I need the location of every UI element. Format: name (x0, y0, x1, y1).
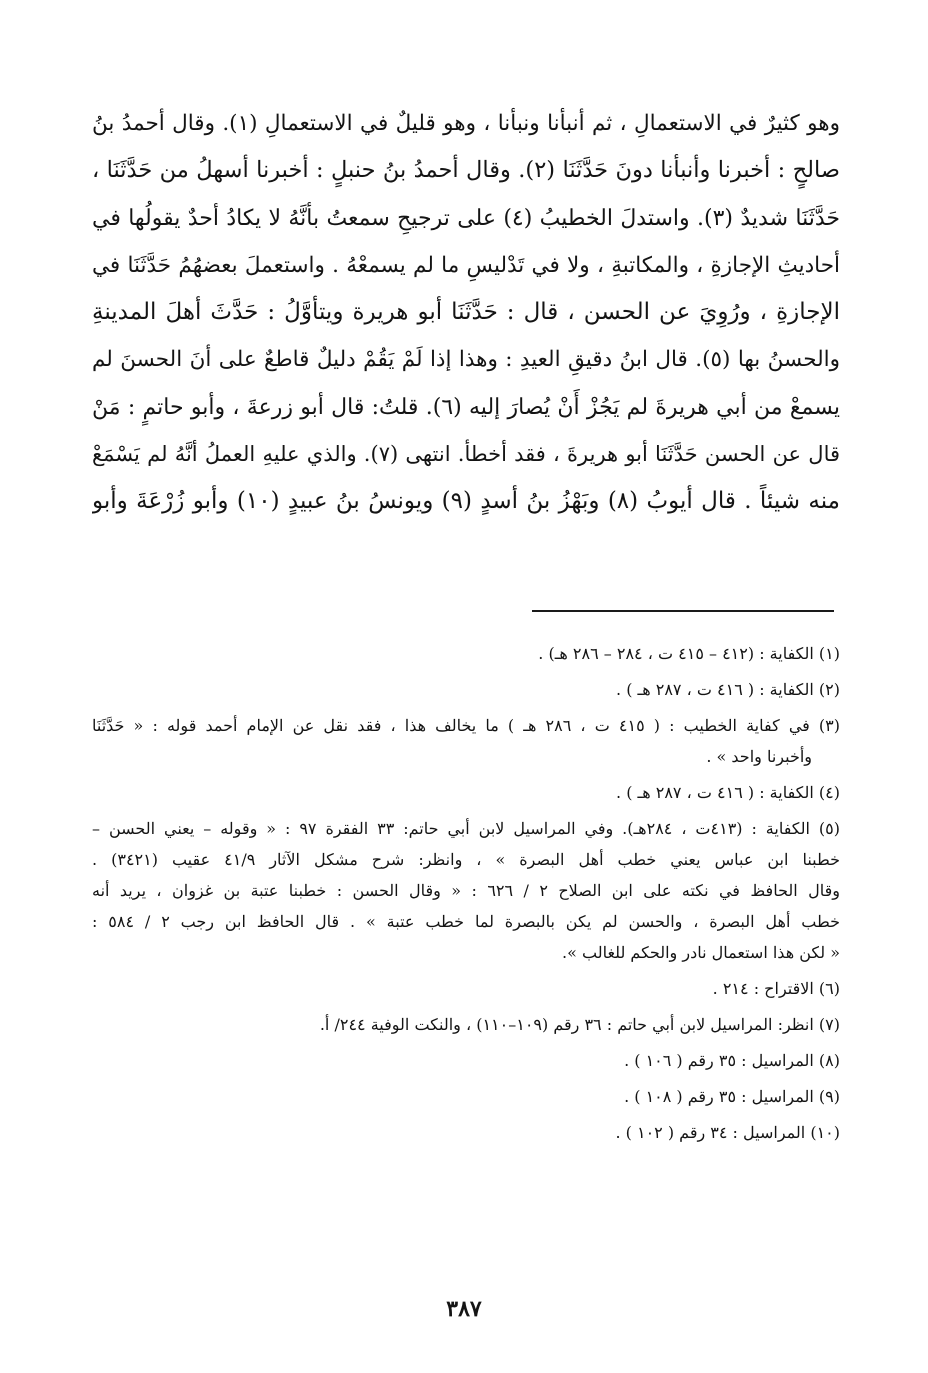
main-text-line: يسمعْ من أبي هريرةَ لم يَجُزْ أَنْ يُصارَ إليه (٦). قلتُ: قال أبو زرعةَ ، وأبو حاتمٍ : مَنْ (92, 394, 840, 420)
footnote-line: خطب أهل البصرة ، والحسن لم يكن بالبصرة لما خطب عتبة » . قال الحافظ ابن رجب ٢ / ٥٨٤ : (92, 912, 840, 931)
main-text-block (92, 100, 840, 526)
footnote-8 (92, 1045, 840, 1076)
footnote-line: (٩) المراسيل : ٣٥ رقم ( ١٠٨ ) . (624, 1087, 840, 1106)
footnote-7 (92, 1009, 840, 1040)
footnote-2 (92, 674, 840, 705)
main-text-line: أحاديثِ الإجازةِ ، والمكاتبةِ ، ولا في تَدْليسِ ما لم يسمعْهُ . واستعملَ بعضهُمُ حَدَّثَنَا في (92, 252, 840, 278)
footnote-9 (92, 1081, 840, 1112)
footnote-1 (92, 638, 840, 669)
footnote-3 (92, 710, 840, 772)
footnote-line: (١) الكفاية : (٤١٢ – ٤١٥ ت ، ٢٨٤ – ٢٨٦ هـ) . (538, 644, 840, 663)
footnote-line: (١٠) المراسيل : ٣٤ رقم ( ١٠٢ ) . (615, 1123, 840, 1142)
footnote-line: (٤) الكفاية : ( ٤١٦ ت ، ٢٨٧ هـ ) . (616, 783, 840, 802)
main-text-line: صالحٍ : أخبرنا وأنبأنا دونَ حَدَّثَنَا (٢). وقال أحمدُ بنُ حنبلٍ : أخبرنا أسهلُ من حَدَّثَنَا ، (92, 157, 840, 184)
footnote-line: (٣) في كفاية الخطيب : ( ٤١٥ ت ، ٢٨٦ هـ ) ما يخالف هذا ، فقد نقل عن الإمام أحمد قوله : « حَدَّثَنَا (92, 716, 840, 735)
footnote-6 (92, 973, 840, 1004)
main-text-line: منه شيئاً . قال أيوبُ (٨) وبَهْزُ بنُ أسدٍ (٩) ويونسُ بنُ عبيدٍ (١٠) وأبو زُرْعَةَ وأبو (92, 488, 840, 515)
footnote-line: (٢) الكفاية : ( ٤١٦ ت ، ٢٨٧ هـ ) . (616, 680, 840, 699)
footnote-line: « لكن هذا استعمال نادر والحكم للغالب ». (562, 943, 840, 962)
main-text-line: حَدَّثَنَا شديدٌ (٣). واستدلَ الخطيبُ (٤) على ترجيحِ سمعتُ بأنَّهُ لا يكادُ أحدٌ يقولُها في (92, 205, 840, 231)
main-text-line: قال عن الحسن حَدَّثَنَا أبو هريرةَ ، فقد أخطأ. انتهى (٧). والذي عليهِ العملُ أنَّهُ لم يَسْمَعْ (92, 442, 840, 467)
footnote-5 (92, 813, 840, 968)
footnote-4 (92, 777, 840, 808)
footnote-line: (٨) المراسيل : ٣٥ رقم ( ١٠٦ ) . (624, 1051, 840, 1070)
footnote-line: (٥) الكفاية : (٤١٣ت ، ٢٨٤هـ). وفي المراسيل لابن أبي حاتم: ٣٣ الفقرة ٩٧ : « وقوله – يعني الحسن – (92, 819, 840, 838)
footnote-line: وقال الحافظ في نكته على ابن الصلاح ٢ / ٦٢٦ : « وقال الحسن : خطبنا عتبة بن غزوان ، يريد أنه (92, 881, 840, 900)
page-number: ٣٨٧ (446, 1296, 482, 1322)
footnote-line: خطبنا ابن عباس يعني خطب أهل البصرة » ، وانظر: شرح مشكل الآثار ٤١/٩ عقيب (٣٤٢١) . (92, 850, 840, 869)
footnote-line: وأخبرنا واحد » . (706, 747, 812, 766)
main-text-line: الإجازةِ ، ورُوِيَ عن الحسن ، قال : حَدَّثَنَا أبو هريرة ويتأوَّلُ : حَدَّثَ أهلَ المدينةِ (92, 299, 840, 326)
footnotes-block (92, 638, 840, 1153)
main-text-line: والحسنُ بها (٥). قال ابنُ دقيقِ العيدِ : وهذا إذا لَمْ يَقُمْ دليلٌ قاطعٌ على أنَ الحسنَ لم (92, 347, 840, 373)
main-text-line: وهو كثيرٌ في الاستعمالِ ، ثم أنبأنا ونبأنا ، وهو قليلٌ في الاستعمالِ (١). وقال أحمدُ بنُ (92, 111, 840, 136)
footnote-10 (92, 1117, 840, 1148)
footnote-separator (532, 610, 834, 612)
footnote-line: (٧) انظر: المراسيل لابن أبي حاتم : ٣٦ رقم (١٠٩–١١٠) ، والنكت الوفية ٢٤٤/ أ. (319, 1015, 840, 1034)
footnote-line: (٦) الاقتراح : ٢١٤ . (712, 979, 840, 998)
